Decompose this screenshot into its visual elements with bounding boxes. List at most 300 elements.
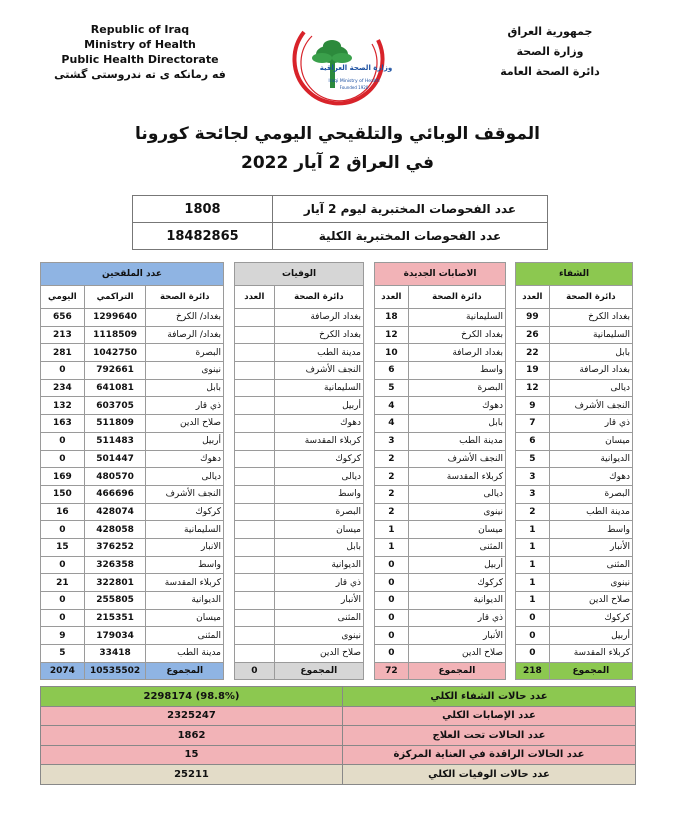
vaccinated-row: [41, 379, 224, 397]
new-cases-directorate: بغداد الكرخ: [408, 326, 505, 344]
vaccinated-directorate: بغداد/ الكرخ: [146, 309, 224, 327]
recovered-row: [516, 609, 633, 627]
header-ar-line-2: وزارة الصحة: [516, 45, 584, 58]
recovered-row: [516, 468, 633, 486]
recovered-row: [516, 362, 633, 380]
recovered-count: 1: [516, 521, 550, 539]
new-cases-directorate: السليمانية: [408, 309, 505, 327]
deaths-count: [235, 309, 275, 327]
new-cases-count: 0: [375, 645, 409, 663]
summary-row: [41, 706, 636, 726]
vaccinated-row: [41, 326, 224, 344]
recovered-row: [516, 397, 633, 415]
vaccinated-directorate: السليمانية: [146, 521, 224, 539]
recovered-directorate: الديوانية: [549, 450, 632, 468]
vaccinated-cumulative: 792661: [84, 362, 146, 380]
deaths-directorate: كركوك: [274, 450, 363, 468]
deaths-row: [235, 627, 364, 645]
new-cases-directorate: بابل: [408, 415, 505, 433]
vaccinated-directorate: كربلاء المقدسة: [146, 574, 224, 592]
new-cases-directorate: كركوك: [408, 574, 505, 592]
new-cases-col-dir: دائرة الصحة: [408, 286, 505, 309]
vaccinated-cumulative: 215351: [84, 609, 146, 627]
vaccinated-daily: 0: [41, 450, 85, 468]
header-en-line-1: Republic of Iraq: [90, 23, 190, 36]
vaccinated-daily: 163: [41, 415, 85, 433]
new-cases-directorate: أربيل: [408, 556, 505, 574]
report-title: الموقف الوبائي والتلقيحي اليومي لجائحة كورونا: [135, 124, 540, 144]
vaccinated-directorate: نينوى: [146, 362, 224, 380]
new-cases-count: 0: [375, 592, 409, 610]
vaccinated-daily: 0: [41, 432, 85, 450]
new-cases-row: [375, 344, 506, 362]
new-cases-table: [374, 262, 506, 680]
summary-label: عدد حالات الشفاء الكلي: [343, 687, 636, 707]
vaccinated-directorate: واسط: [146, 556, 224, 574]
vaccinated-directorate: الانبار: [146, 538, 224, 556]
recovered-total-value: 218: [516, 662, 550, 680]
deaths-directorate: بغداد الرصافة: [274, 309, 363, 327]
recovered-table: [515, 262, 633, 680]
new-cases-directorate: بغداد الرصافة: [408, 344, 505, 362]
new-cases-row: [375, 574, 506, 592]
recovered-row: [516, 344, 633, 362]
vaccinated-cumulative: 428074: [84, 503, 146, 521]
header-ar-line-3: دائرة الصحة العامة: [500, 65, 600, 78]
recovered-directorate: ذي قار: [549, 415, 632, 433]
recovered-count: 1: [516, 592, 550, 610]
deaths-row: [235, 362, 364, 380]
new-cases-directorate: واسط: [408, 362, 505, 380]
deaths-directorate: النجف الأشرف: [274, 362, 363, 380]
deaths-row: [235, 344, 364, 362]
deaths-directorate: ديالى: [274, 468, 363, 486]
deaths-directorate: بغداد الكرخ: [274, 326, 363, 344]
new-cases-total-value: 72: [375, 662, 409, 680]
deaths-count: [235, 432, 275, 450]
recovered-directorate: البصرة: [549, 485, 632, 503]
recovered-total-label: المجموع: [549, 662, 632, 680]
vaccinated-directorate: النجف الأشرف: [146, 485, 224, 503]
summary-value: 1862: [41, 726, 343, 746]
recovered-count: 3: [516, 485, 550, 503]
deaths-count: [235, 609, 275, 627]
recovered-count: 6: [516, 432, 550, 450]
vaccinated-row: [41, 503, 224, 521]
summary-value: 25211: [41, 765, 343, 785]
deaths-total-label: المجموع: [274, 662, 363, 680]
vaccinated-cumulative: 255805: [84, 592, 146, 610]
new-cases-row: [375, 397, 506, 415]
daily-tests-value: 1808: [133, 196, 273, 223]
deaths-row: [235, 645, 364, 663]
recovered-directorate: كربلاء المقدسة: [549, 645, 632, 663]
new-cases-row: [375, 627, 506, 645]
new-cases-count: 2: [375, 503, 409, 521]
logo-year-text: Founded 1920: [339, 85, 369, 90]
recovered-row: [516, 592, 633, 610]
deaths-row: [235, 309, 364, 327]
deaths-row: [235, 485, 364, 503]
deaths-directorate: أربيل: [274, 397, 363, 415]
recovered-directorate: النجف الأشرف: [549, 397, 632, 415]
new-cases-directorate: كربلاء المقدسة: [408, 468, 505, 486]
new-cases-count: 2: [375, 485, 409, 503]
recovered-count: 1: [516, 538, 550, 556]
summary-row: [41, 726, 636, 746]
new-cases-directorate: الديوانية: [408, 592, 505, 610]
vaccinated-daily: 281: [41, 344, 85, 362]
deaths-row: [235, 574, 364, 592]
vaccinated-directorate: كركوك: [146, 503, 224, 521]
header-english: [40, 22, 240, 82]
deaths-row: [235, 538, 364, 556]
new-cases-row: [375, 379, 506, 397]
new-cases-count: 1: [375, 521, 409, 539]
vaccinated-daily: 0: [41, 521, 85, 539]
recovered-count: 22: [516, 344, 550, 362]
recovered-directorate: بغداد الكرخ: [549, 309, 632, 327]
new-cases-count: 0: [375, 627, 409, 645]
deaths-row: [235, 503, 364, 521]
recovered-directorate: المثنى: [549, 556, 632, 574]
recovered-directorate: صلاح الدين: [549, 592, 632, 610]
deaths-count: [235, 344, 275, 362]
recovered-directorate: أربيل: [549, 627, 632, 645]
new-cases-count: 6: [375, 362, 409, 380]
recovered-row: [516, 432, 633, 450]
deaths-row: [235, 521, 364, 539]
recovered-row: [516, 627, 633, 645]
vaccinated-daily: 21: [41, 574, 85, 592]
recovered-title: الشفاء: [516, 263, 633, 286]
deaths-directorate: ذي قار: [274, 574, 363, 592]
deaths-directorate: الأنبار: [274, 592, 363, 610]
deaths-col-count: العدد: [235, 286, 275, 309]
deaths-row: [235, 592, 364, 610]
vaccinated-cumulative: 428058: [84, 521, 146, 539]
recovered-count: 9: [516, 397, 550, 415]
vaccinated-row: [41, 362, 224, 380]
new-cases-directorate: النجف الأشرف: [408, 450, 505, 468]
deaths-count: [235, 556, 275, 574]
new-cases-count: 0: [375, 556, 409, 574]
logo-english-text: Iraqi Ministry of Health: [328, 79, 380, 84]
vaccinated-cumulative: 322801: [84, 574, 146, 592]
vaccinated-row: [41, 609, 224, 627]
vaccinated-directorate: أربيل: [146, 432, 224, 450]
recovered-row: [516, 521, 633, 539]
vaccinated-cumulative: 33418: [84, 645, 146, 663]
recovered-directorate: الأنبار: [549, 538, 632, 556]
vaccinated-cumulative: 1299640: [84, 309, 146, 327]
header-ar-line-1: جمهورية العراق: [507, 25, 593, 38]
new-cases-count: 5: [375, 379, 409, 397]
new-cases-directorate: ذي قار: [408, 609, 505, 627]
tests-row-daily: [133, 196, 548, 223]
vaccinated-directorate: صلاح الدين: [146, 415, 224, 433]
new-cases-count: 0: [375, 574, 409, 592]
vaccinated-directorate: ميسان: [146, 609, 224, 627]
vaccinated-daily: 0: [41, 609, 85, 627]
recovered-row: [516, 503, 633, 521]
summary-value: 2298174 (98.8%): [41, 687, 343, 707]
deaths-row: [235, 556, 364, 574]
new-cases-directorate: المثنى: [408, 538, 505, 556]
vaccinated-cumulative: 603705: [84, 397, 146, 415]
vaccinated-row: [41, 309, 224, 327]
deaths-count: [235, 326, 275, 344]
vaccinated-cumulative: 326358: [84, 556, 146, 574]
new-cases-row: [375, 645, 506, 663]
new-cases-row: [375, 556, 506, 574]
vaccinated-row: [41, 538, 224, 556]
summary-value: 15: [41, 745, 343, 765]
new-cases-row: [375, 468, 506, 486]
deaths-count: [235, 397, 275, 415]
deaths-directorate: البصرة: [274, 503, 363, 521]
new-cases-row: [375, 521, 506, 539]
deaths-count: [235, 450, 275, 468]
recovered-directorate: مدينة الطب: [549, 503, 632, 521]
recovered-count: 0: [516, 645, 550, 663]
recovered-col-dir: دائرة الصحة: [549, 286, 632, 309]
recovered-row: [516, 485, 633, 503]
recovered-row: [516, 379, 633, 397]
deaths-count: [235, 645, 275, 663]
new-cases-directorate: البصرة: [408, 379, 505, 397]
deaths-count: [235, 468, 275, 486]
recovered-row: [516, 645, 633, 663]
summary-table: [40, 686, 636, 785]
recovered-count: 19: [516, 362, 550, 380]
deaths-total-value: 0: [235, 662, 275, 680]
new-cases-directorate: ميسان: [408, 521, 505, 539]
recovered-count: 0: [516, 609, 550, 627]
vaccinated-daily: 169: [41, 468, 85, 486]
recovered-row: [516, 574, 633, 592]
recovered-count: 12: [516, 379, 550, 397]
new-cases-row: [375, 432, 506, 450]
vaccinated-directorate: مدينة الطب: [146, 645, 224, 663]
vaccinated-title: عدد الملقحين: [41, 263, 224, 286]
deaths-directorate: نينوى: [274, 627, 363, 645]
new-cases-count: 12: [375, 326, 409, 344]
new-cases-row: [375, 592, 506, 610]
vaccinated-row: [41, 468, 224, 486]
deaths-count: [235, 415, 275, 433]
recovered-count: 99: [516, 309, 550, 327]
header-arabic: [470, 22, 630, 82]
recovered-row: [516, 538, 633, 556]
vaccinated-table: [40, 262, 224, 680]
recovered-count: 2: [516, 503, 550, 521]
new-cases-row: [375, 450, 506, 468]
new-cases-row: [375, 485, 506, 503]
report-subtitle: في العراق 2 آيار 2022: [241, 153, 434, 173]
deaths-directorate: ميسان: [274, 521, 363, 539]
summary-label: عدد حالات الوفيات الكلي: [343, 765, 636, 785]
summary-label: عدد الإصابات الكلي: [343, 706, 636, 726]
new-cases-directorate: صلاح الدين: [408, 645, 505, 663]
vaccinated-col-daily: اليومي: [41, 286, 85, 309]
deaths-row: [235, 609, 364, 627]
recovered-row: [516, 450, 633, 468]
summary-label: عدد الحالات تحت العلاج: [343, 726, 636, 746]
vaccinated-daily: 15: [41, 538, 85, 556]
vaccinated-cumulative: 466696: [84, 485, 146, 503]
vaccinated-row: [41, 556, 224, 574]
header-en-line-3: Public Health Directorate: [61, 53, 219, 66]
new-cases-count: 4: [375, 415, 409, 433]
new-cases-count: 18: [375, 309, 409, 327]
vaccinated-cumulative: 511809: [84, 415, 146, 433]
new-cases-directorate: الأنبار: [408, 627, 505, 645]
recovered-count: 26: [516, 326, 550, 344]
recovered-count: 1: [516, 574, 550, 592]
vaccinated-total-cum: 10535502: [84, 662, 146, 680]
ministry-logo: [282, 14, 394, 122]
vaccinated-daily: 132: [41, 397, 85, 415]
vaccinated-cumulative: 179034: [84, 627, 146, 645]
new-cases-count: 2: [375, 450, 409, 468]
vaccinated-row: [41, 397, 224, 415]
new-cases-directorate: ديالى: [408, 485, 505, 503]
vaccinated-directorate: بابل: [146, 379, 224, 397]
summary-row: [41, 687, 636, 707]
total-tests-value: 18482865: [133, 223, 273, 250]
deaths-directorate: الديوانية: [274, 556, 363, 574]
vaccinated-row: [41, 521, 224, 539]
recovered-row: [516, 415, 633, 433]
new-cases-title: الاصابات الجديدة: [375, 263, 506, 286]
total-tests-label: عدد الفحوصات المختبرية الكلية: [273, 223, 548, 250]
recovered-directorate: بغداد الرصافة: [549, 362, 632, 380]
deaths-directorate: كربلاء المقدسة: [274, 432, 363, 450]
header-en-line-4: فه رمانكه ى ته ندروستى گشتى: [54, 68, 226, 81]
summary-label: عدد الحالات الراقدة في العناية المركزة: [343, 745, 636, 765]
new-cases-count: 2: [375, 468, 409, 486]
vaccinated-cumulative: 501447: [84, 450, 146, 468]
new-cases-count: 10: [375, 344, 409, 362]
vaccinated-row: [41, 645, 224, 663]
recovered-directorate: نينوى: [549, 574, 632, 592]
deaths-row: [235, 415, 364, 433]
vaccinated-row: [41, 592, 224, 610]
recovered-count: 5: [516, 450, 550, 468]
vaccinated-directorate: الديوانية: [146, 592, 224, 610]
vaccinated-cumulative: 376252: [84, 538, 146, 556]
new-cases-total-label: المجموع: [408, 662, 505, 680]
deaths-row: [235, 468, 364, 486]
vaccinated-directorate: ديالى: [146, 468, 224, 486]
vaccinated-cumulative: 480570: [84, 468, 146, 486]
vaccinated-daily: 0: [41, 362, 85, 380]
summary-row: [41, 765, 636, 785]
recovered-directorate: واسط: [549, 521, 632, 539]
deaths-count: [235, 627, 275, 645]
deaths-col-dir: دائرة الصحة: [274, 286, 363, 309]
recovered-directorate: السليمانية: [549, 326, 632, 344]
new-cases-row: [375, 362, 506, 380]
new-cases-row: [375, 309, 506, 327]
vaccinated-cumulative: 511483: [84, 432, 146, 450]
vaccinated-daily: 0: [41, 592, 85, 610]
new-cases-row: [375, 415, 506, 433]
vaccinated-daily: 150: [41, 485, 85, 503]
vaccinated-daily: 16: [41, 503, 85, 521]
vaccinated-row: [41, 485, 224, 503]
vaccinated-row: [41, 344, 224, 362]
recovered-count: 0: [516, 627, 550, 645]
vaccinated-daily: 234: [41, 379, 85, 397]
vaccinated-daily: 9: [41, 627, 85, 645]
vaccinated-directorate: ذي قار: [146, 397, 224, 415]
recovered-row: [516, 326, 633, 344]
deaths-count: [235, 592, 275, 610]
deaths-title: الوفيات: [235, 263, 364, 286]
new-cases-count: 4: [375, 397, 409, 415]
summary-value: 2325247: [41, 706, 343, 726]
recovered-directorate: ميسان: [549, 432, 632, 450]
new-cases-directorate: دهوك: [408, 397, 505, 415]
vaccinated-cumulative: 641081: [84, 379, 146, 397]
recovered-row: [516, 309, 633, 327]
vaccinated-cumulative: 1118509: [84, 326, 146, 344]
deaths-count: [235, 538, 275, 556]
deaths-directorate: بابل: [274, 538, 363, 556]
new-cases-count: 1: [375, 538, 409, 556]
summary-row: [41, 745, 636, 765]
deaths-directorate: مدينة الطب: [274, 344, 363, 362]
deaths-count: [235, 574, 275, 592]
deaths-directorate: المثنى: [274, 609, 363, 627]
vaccinated-col-dir: دائرة الصحة: [146, 286, 224, 309]
new-cases-count: 0: [375, 609, 409, 627]
recovered-col-count: العدد: [516, 286, 550, 309]
deaths-count: [235, 379, 275, 397]
daily-tests-label: عدد الفحوصات المختبرية ليوم 2 آيار: [273, 196, 548, 223]
header-en-line-2: Ministry of Health: [84, 38, 196, 51]
vaccinated-directorate: بغداد/ الرصافة: [146, 326, 224, 344]
recovered-count: 3: [516, 468, 550, 486]
vaccinated-directorate: دهوك: [146, 450, 224, 468]
vaccinated-daily: 656: [41, 309, 85, 327]
deaths-count: [235, 503, 275, 521]
deaths-row: [235, 450, 364, 468]
recovered-directorate: كركوك: [549, 609, 632, 627]
deaths-count: [235, 362, 275, 380]
deaths-directorate: دهوك: [274, 415, 363, 433]
deaths-row: [235, 397, 364, 415]
vaccinated-row: [41, 574, 224, 592]
vaccinated-total-label: المجموع: [146, 662, 224, 680]
new-cases-row: [375, 503, 506, 521]
new-cases-row: [375, 326, 506, 344]
recovered-directorate: بابل: [549, 344, 632, 362]
logo-arabic-text: وزارة الصحة العراقية: [319, 64, 393, 72]
recovered-directorate: دهوك: [549, 468, 632, 486]
deaths-directorate: صلاح الدين: [274, 645, 363, 663]
vaccinated-row: [41, 415, 224, 433]
tests-table: [132, 195, 548, 250]
new-cases-directorate: نينوى: [408, 503, 505, 521]
deaths-row: [235, 379, 364, 397]
deaths-count: [235, 521, 275, 539]
deaths-count: [235, 485, 275, 503]
vaccinated-directorate: المثنى: [146, 627, 224, 645]
vaccinated-row: [41, 450, 224, 468]
